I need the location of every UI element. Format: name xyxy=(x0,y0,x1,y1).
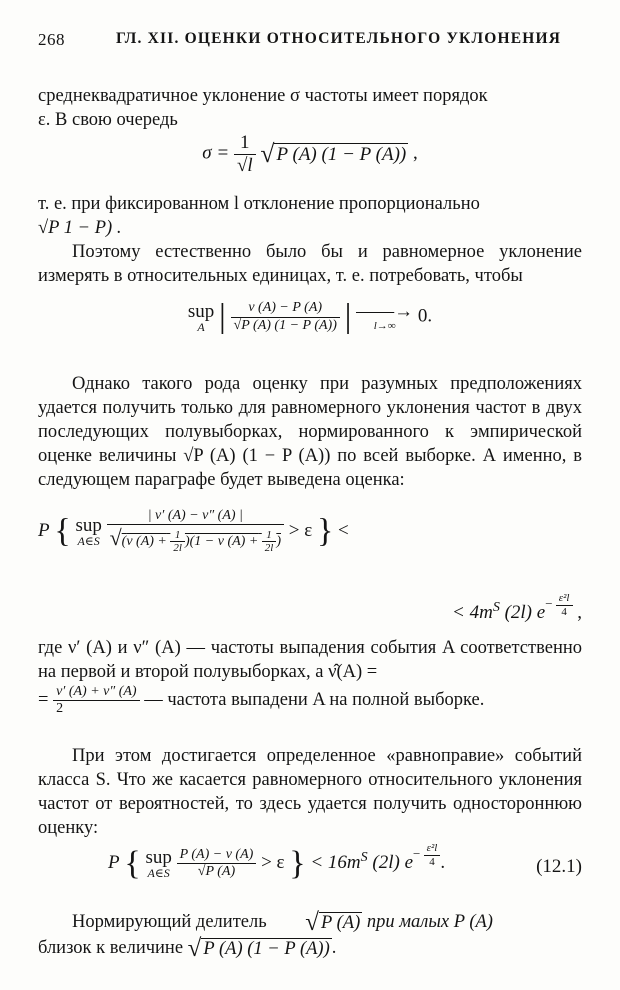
sup-subscript-3: A∈S xyxy=(147,866,170,881)
bound-4m-sup: S xyxy=(492,599,500,615)
limit-arrow xyxy=(356,302,413,332)
sup-text: sup xyxy=(187,300,215,322)
ratio-den xyxy=(231,318,340,334)
sigma-fraction-num: 1 xyxy=(234,132,256,155)
equation-12-1: P { sup A∈S $\frac{P (A) - \nu (A)}{√P (A)}$ > ε } < $16m^S$ (2l) $e^{- \frac{\text{ε²l}}{4}}$ . (12.1) xyxy=(108,842,582,882)
paragraph-7: Нормирующий делитель √ P (A) при малых P (A) xyxy=(72,908,493,936)
equation-two-halves-line-2 xyxy=(38,592,582,624)
arrow-subscript: l→∞ xyxy=(373,320,396,332)
prob-P: P xyxy=(38,519,50,541)
onesided-fraction: $\frac{P (A) - \nu (A)}{√P (A)}$ xyxy=(177,847,257,880)
brace-open-2: { xyxy=(124,844,141,882)
prob-P-2: P xyxy=(108,852,120,874)
chapter-title: ГЛ. XII. ОЦЕНКИ ОТНОСИТЕЛЬНОГО УКЛОНЕНИЯ xyxy=(116,30,562,47)
book-page xyxy=(38,0,582,990)
onesided-exponent: − ε²l 4 xyxy=(413,846,440,861)
radical-P: √ P (A) xyxy=(305,908,361,936)
nu-average-fraction: $\frac{\nu' (A) + \nu'' (A)}{2}$ xyxy=(53,684,140,717)
equation-sup-ratio xyxy=(38,300,582,334)
halves-lt: < xyxy=(338,519,349,541)
radical-sign-icon: √ xyxy=(187,934,202,962)
sup-operator-2 xyxy=(75,516,101,547)
paragraph-6: При этом достигается определенное «равноправие» событий класса S. Что же касается равномерного относительного уклонения частот от вероятностей, то здесь удается получить одностороннюю оценку: xyxy=(38,746,582,838)
sigma-lhs: σ = xyxy=(202,142,230,164)
ratio-num: ν (A) − P (A) xyxy=(231,300,340,317)
sigma-fraction-den: √l xyxy=(236,154,253,176)
paragraph-2-line-1: т. е. при фиксированном l отклонение пропорционально xyxy=(38,194,480,214)
sup-text-2: sup xyxy=(75,515,102,537)
bound-comma: , xyxy=(577,602,582,624)
halves-gt-eps: > ε xyxy=(288,519,313,541)
equation-number: (12.1) xyxy=(536,856,582,877)
sup-subscript-2: A∈S xyxy=(77,534,100,549)
equation-sigma xyxy=(38,132,582,177)
radical-sign-icon: √ xyxy=(197,864,206,880)
halves-den-radicand: (ν (A) + $\frac{1}{2l}$ )(1 − ν (A) + $\frac{1}{2l}$ ) xyxy=(121,528,281,555)
bound-exponent: − ε²l 4 xyxy=(545,596,572,611)
paragraph-2 xyxy=(38,192,582,240)
sup-subscript: A xyxy=(197,319,205,334)
bound-2l-e: (2l) e xyxy=(504,602,546,624)
paragraph-1 xyxy=(38,84,582,132)
paragraph-5-line-2: = $\frac{\nu' (A) + \nu'' (A)}{2}$ — частота выпадени A на полной выборке. xyxy=(38,684,485,717)
paragraph-5 xyxy=(38,636,582,717)
abs-right-bar: | xyxy=(344,298,352,335)
sigma-radicand: P (A) (1 − P (A)) xyxy=(276,144,407,166)
radical-sign-icon: √ xyxy=(260,139,275,169)
halves-den xyxy=(107,525,284,555)
radical-sign-icon: √ xyxy=(305,908,320,936)
sup-text-3: sup xyxy=(145,847,172,869)
paragraph-7-line-2: близок к величине √ P (A) (1 − P (A)) . xyxy=(38,934,337,962)
sup-operator xyxy=(188,302,214,333)
paragraph-1-line-1: среднеквадратичное уклонение σ частоты имеет порядок xyxy=(38,86,488,106)
radical-sign-icon: √ xyxy=(233,317,242,333)
brace-open: { xyxy=(54,512,71,550)
radical-P-1-P: √ P (A) (1 − P (A)) xyxy=(187,934,330,962)
sigma-comma: , xyxy=(413,142,418,164)
page-number: 268 xyxy=(38,30,65,49)
sigma-fraction xyxy=(234,132,256,177)
paragraph-3: Поэтому естественно было бы и равномерное уклонение измерять в относительных единицах, т. е. потребовать, чтобы xyxy=(38,242,582,286)
bound-4m: < 4m xyxy=(452,602,493,624)
paragraph-5-text: где ν′ (A) и ν″ (A) — частоты выпадения события A соответственно на первой и второй полувыборках, а ν̂(A) = xyxy=(38,638,582,682)
sup-operator-3 xyxy=(145,848,171,879)
paragraph-2-line-2: √P 1 − P) . xyxy=(38,218,122,238)
onesided-gt-eps: > ε xyxy=(261,852,285,874)
paragraph-4: Однако такого рода оценку при разумных предположениях удается получить только для равномерного уклонения частот в двух последующих полувыборках, нормированного к эмпирической оценке величины √P (A) (1 − P (A)) по всей выборке. А именно, в следующем параграфе будет выведена оценка: xyxy=(38,374,582,490)
onesided-16m: < 16m xyxy=(310,852,361,874)
halves-fraction xyxy=(107,508,284,555)
ratio-den-radicand: P (A) (1 − P (A)) xyxy=(241,317,337,333)
halves-num: | ν′ (A) − ν″ (A) | xyxy=(107,508,284,525)
onesided-sup: S xyxy=(360,849,368,865)
ratio-fraction xyxy=(231,300,340,333)
abs-left-bar: | xyxy=(218,298,226,335)
brace-close-2: } xyxy=(289,844,306,882)
paragraph-1-line-2: ε. В свою очередь xyxy=(38,110,178,130)
equation-two-halves xyxy=(38,508,582,588)
radical-sign-icon: √ xyxy=(109,525,122,551)
limit-value: 0. xyxy=(417,305,433,327)
brace-close: } xyxy=(316,512,334,550)
onesided-2l-e: (2l) e xyxy=(372,852,414,874)
arrow-icon: ——→ xyxy=(356,301,414,322)
sigma-radical xyxy=(260,139,408,169)
